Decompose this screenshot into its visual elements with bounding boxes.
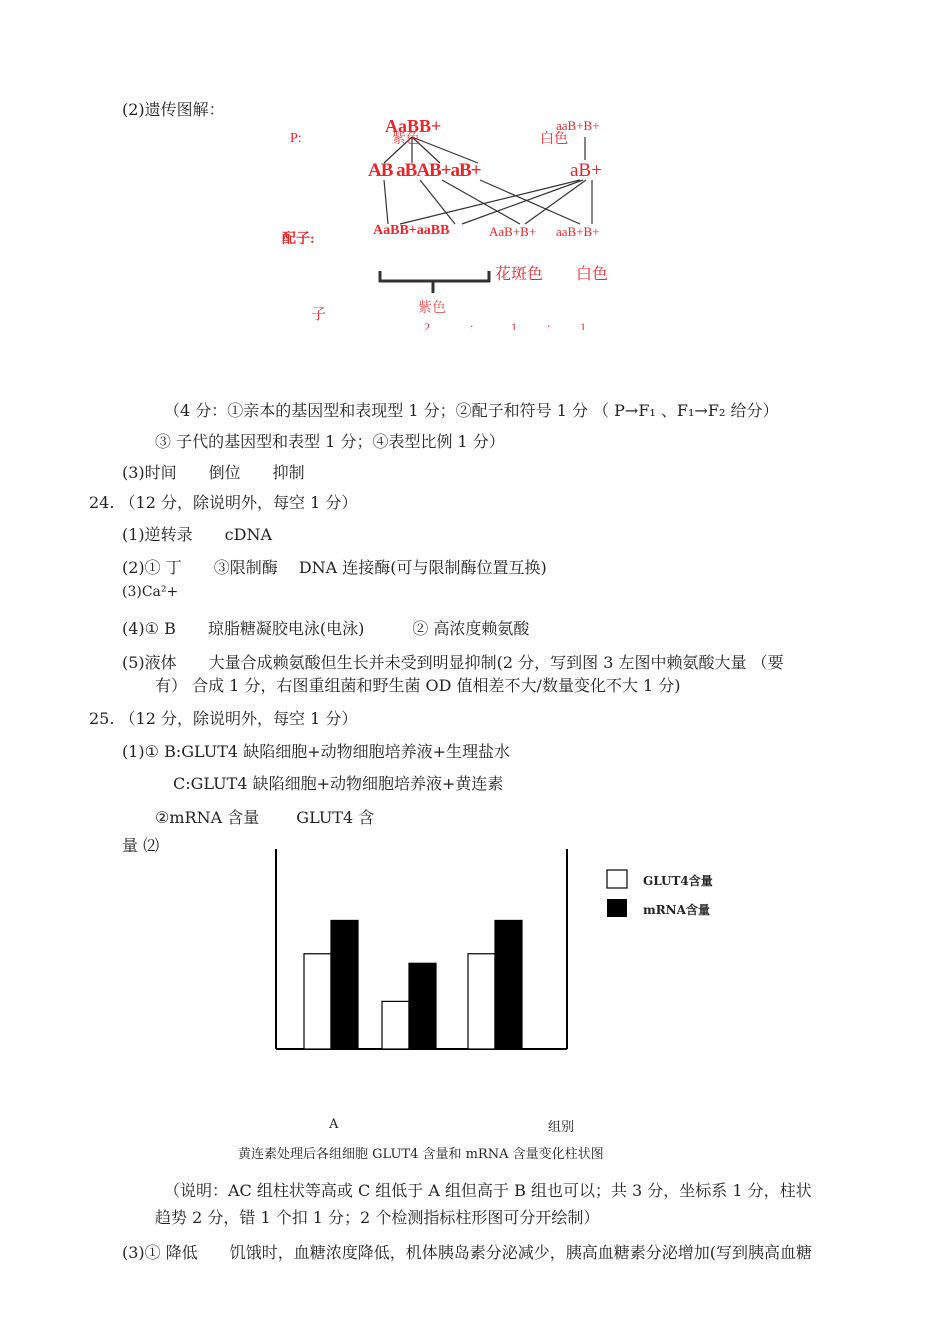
answer-24-3: (3)Ca²+ [122, 584, 179, 600]
gamete-label: 配子: [282, 232, 315, 247]
question-25-header: 25. （12 分，除说明外，每空 1 分） [89, 709, 358, 728]
parent1-phenotype: 紫色 [392, 132, 420, 147]
bar-mrna-group-3 [495, 920, 522, 1049]
legend-swatch-mrna [607, 899, 627, 917]
legend-label-glut4: GLUT4含量 [643, 874, 713, 888]
answer-25-1-2-cont: 量 ⑵ [122, 836, 160, 855]
answer-25-3: (3)① 降低 饥饿时，血糖浓度降低，机体胰岛素分泌减少，胰高血糖素分泌增加(写到胰高血糖 [122, 1243, 812, 1262]
answer-25-1-2: ②mRNA 含量 GLUT4 含 [155, 808, 375, 827]
category-label-a: A [329, 1117, 339, 1132]
parent2-phenotype: 白色 [540, 132, 568, 147]
chart-note-2: 趋势 2 分，错 1 个扣 1 分；2 个检测指标柱形图可分开绘制） [155, 1208, 600, 1227]
chart-note-1: （说明：AC 组柱状等高或 C 组低于 A 组但高于 B 组也可以；共 3 分，坐标系 1 分，柱状 [164, 1181, 812, 1200]
bar-mrna-group-2 [409, 963, 436, 1049]
bar-glut4-group-1 [304, 954, 331, 1049]
parent2-genotype: aaB+B+ [556, 118, 600, 133]
gametes-right: aB+ [570, 160, 602, 181]
offspring-left: AaBB+aaBB [373, 223, 450, 238]
p-label: P: [290, 131, 302, 146]
bar-mrna-group-1 [331, 920, 358, 1049]
offspring-right: aaB+B+ [556, 224, 600, 239]
offspring-mid: AaB+B+ [489, 224, 537, 239]
answer-25-1-c: C:GLUT4 缺陷细胞+动物细胞培养液+黄连素 [173, 774, 504, 793]
ratio-colon-1: : [470, 320, 474, 330]
gametes-left: AB aBAB+aB+ [368, 160, 481, 181]
x-axis-label: 组别 [548, 1120, 575, 1135]
pheno-right: 白色 [576, 266, 609, 283]
answer-24-1: (1)逆转录 cDNA [122, 525, 273, 544]
ratio-2: 2 [424, 320, 430, 330]
scoring-note-1: （4 分：①亲本的基因型和表现型 1 分；②配子和符号 1 分 （ P→F₁ 、F₁→F₂ 给分） [164, 401, 779, 420]
legend-label-mrna: mRNA含量 [643, 903, 710, 917]
ratio-3: 1 [580, 320, 586, 330]
section-2-label: (2)遗传图解： [122, 100, 225, 119]
legend-swatch-glut4 [607, 870, 627, 888]
ratio-1: 1 [511, 320, 517, 330]
answer-3: (3)时间 倒位 抑制 [122, 463, 305, 482]
parent1-genotype: AaBB+ [385, 116, 442, 136]
offspring-label: 子 [311, 307, 327, 323]
answer-24-2: (2)① 丁 ③限制酶 DNA 连接酶(可与限制酶位置互换) [122, 558, 547, 577]
answer-24-4: (4)① B 琼脂糖凝胶电泳(电泳) ② 高浓度赖氨酸 [122, 619, 530, 638]
chart-caption: 黄连素处理后各组细胞 GLUT4 含量和 mRNA 含量变化柱状图 [238, 1147, 604, 1162]
bar-glut4-group-2 [382, 1001, 409, 1049]
answer-24-5: (5)液体 大量合成赖氨酸但生长并未受到明显抑制(2 分，写到图 3 左图中赖氨酸大量 （要 [122, 653, 784, 672]
scoring-note-2: ③ 子代的基因型和表型 1 分；④表型比例 1 分） [155, 432, 505, 451]
answer-25-1-b: (1)① B:GLUT4 缺陷细胞+动物细胞培养液+生理盐水 [122, 742, 511, 761]
pheno-left: 紫色 [418, 301, 446, 316]
question-24-header: 24. （12 分，除说明外，每空 1 分） [89, 493, 358, 512]
pheno-mid: 花斑色 [495, 266, 544, 283]
ratio-colon-2: : [547, 320, 551, 330]
bar-glut4-group-3 [468, 954, 495, 1049]
answer-24-5-cont: 有） 合成 1 分，右图重组菌和野生菌 OD 值相差不大/数量变化不大 1 分) [155, 676, 681, 695]
